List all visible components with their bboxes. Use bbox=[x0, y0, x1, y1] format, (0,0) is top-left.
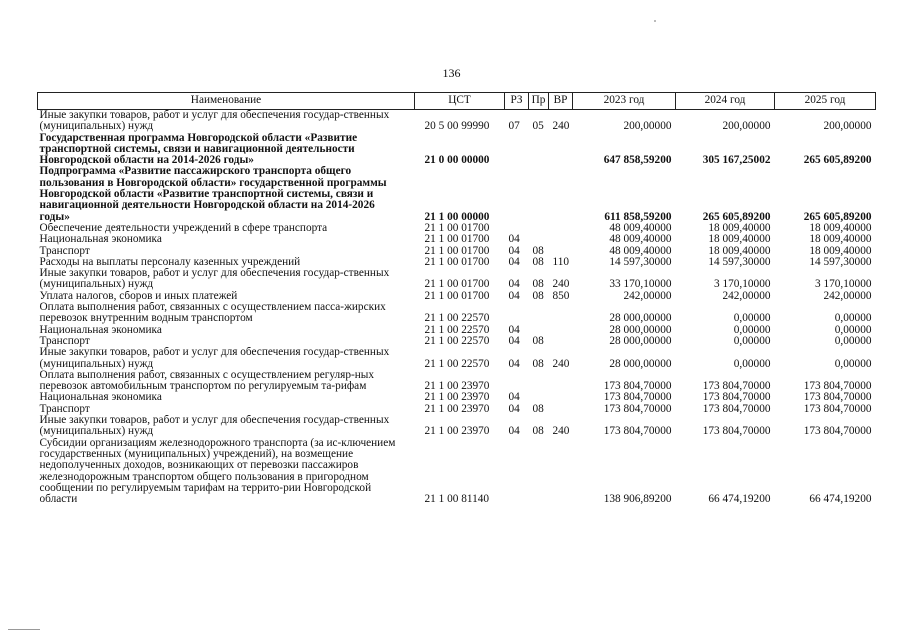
cell-pr: 08 bbox=[532, 245, 544, 257]
cell-rz: 04 bbox=[508, 425, 520, 438]
header-rz: РЗ bbox=[505, 93, 529, 110]
cell-2023: 14 597,30000 bbox=[609, 256, 672, 268]
cell-rz: 04 bbox=[508, 335, 520, 347]
cell-pr: 08 bbox=[532, 403, 544, 415]
cell-2024: 18 009,40000 bbox=[708, 245, 771, 257]
header-2025: 2025 год bbox=[775, 93, 876, 110]
cell-2024: 173 804,70000 bbox=[702, 425, 771, 438]
table-row bbox=[38, 246, 876, 257]
cell-rz: 04 bbox=[508, 290, 520, 302]
cell-2024: 18 009,40000 bbox=[708, 222, 771, 234]
cell-2023: 611 858,59200 bbox=[604, 210, 672, 223]
cell-pr: 08 bbox=[532, 278, 544, 291]
cell-2025: 265 605,89200 bbox=[803, 154, 872, 167]
cell-cst: 21 1 00 00000 bbox=[424, 210, 490, 223]
cell-rz bbox=[505, 370, 529, 393]
cell-cst: 21 1 00 22570 bbox=[424, 335, 490, 347]
table-row bbox=[38, 404, 876, 415]
cell-2023: 28 000,00000 bbox=[609, 357, 672, 370]
cell-2025: 242,00000 bbox=[823, 290, 872, 302]
scan-speck bbox=[654, 20, 656, 22]
header-2023: 2023 год bbox=[573, 93, 676, 110]
cell-rz: 04 bbox=[508, 256, 520, 268]
cell-2025: 173 804,70000 bbox=[803, 380, 872, 393]
cell-name: Национальная экономика bbox=[39, 392, 162, 404]
table-row bbox=[38, 257, 876, 268]
cell-2024: 0,00000 bbox=[733, 324, 771, 336]
cell-pr: 08 bbox=[532, 425, 544, 438]
cell-2024: 66 474,19200 bbox=[708, 493, 771, 506]
cell-rz: 04 bbox=[508, 403, 520, 415]
table-row bbox=[38, 268, 876, 291]
cell-2024: 242,00000 bbox=[722, 290, 771, 302]
cell-2023: 28 000,00000 bbox=[609, 324, 672, 336]
cell-rz bbox=[505, 133, 529, 167]
cell-cst: 21 1 00 23970 bbox=[424, 380, 490, 393]
table-row bbox=[38, 302, 876, 325]
cell-rz bbox=[505, 223, 529, 234]
cell-name: Иные закупки товаров, работ и услуг для обеспечения государ-ственных (муниципальных) нужд bbox=[39, 268, 390, 291]
scan-edge-mark bbox=[8, 629, 40, 630]
cell-vr bbox=[549, 404, 573, 415]
table-row bbox=[38, 133, 876, 167]
header-cst: ЦСТ bbox=[415, 93, 505, 110]
cell-vr bbox=[549, 166, 573, 222]
page-number: 136 bbox=[442, 66, 461, 80]
cell-pr: 08 bbox=[532, 256, 544, 268]
cell-cst: 21 1 00 22570 bbox=[424, 324, 490, 336]
cell-2025: 18 009,40000 bbox=[809, 222, 872, 234]
cell-2025: 0,00000 bbox=[834, 335, 872, 347]
cell-2023: 647 858,59200 bbox=[603, 154, 672, 167]
header-2024: 2024 год bbox=[676, 93, 775, 110]
cell-2024: 173 804,70000 bbox=[702, 403, 771, 415]
cell-cst: 20 5 00 99990 bbox=[424, 120, 490, 133]
cell-name: Субсидии организациям железнодорожного транспорта (за ис-ключением государственных (муниципальных) учреждений), на возмещение недополученных доходов, возникающих от перевозки пассажиров железнодорожным транспортом общего пользования в пригородном сообщении по регулируемым тарифам на террито-рии Новгородской области bbox=[39, 437, 396, 506]
cell-cst: 21 1 00 01700 bbox=[424, 234, 490, 246]
cell-2025: 173 804,70000 bbox=[803, 392, 872, 404]
cell-name: Транспорт bbox=[39, 335, 90, 347]
cell-vr bbox=[549, 325, 573, 336]
cell-name: Национальная экономика bbox=[39, 234, 162, 246]
cell-2025: 0,00000 bbox=[834, 312, 872, 325]
cell-2025: 173 804,70000 bbox=[803, 425, 872, 438]
cell-2024: 0,00000 bbox=[733, 312, 771, 325]
cell-2025: 200,00000 bbox=[823, 120, 872, 133]
cell-2024: 305 167,25002 bbox=[702, 154, 771, 167]
cell-2023: 173 804,70000 bbox=[603, 425, 672, 438]
cell-rz: 04 bbox=[508, 245, 520, 257]
cell-2025: 14 597,30000 bbox=[809, 256, 872, 268]
cell-2023: 242,00000 bbox=[623, 290, 672, 302]
table-row bbox=[38, 325, 876, 336]
cell-pr: 08 bbox=[532, 357, 544, 370]
cell-2025: 18 009,40000 bbox=[809, 245, 872, 257]
cell-2024: 0,00000 bbox=[733, 335, 771, 347]
cell-2024: 3 170,10000 bbox=[714, 278, 771, 291]
cell-2024: 173 804,70000 bbox=[702, 380, 771, 393]
cell-2023: 173 804,70000 bbox=[603, 392, 672, 404]
cell-2024: 200,00000 bbox=[722, 120, 771, 133]
cell-2024: 265 605,89200 bbox=[702, 210, 771, 223]
table-header bbox=[38, 93, 876, 110]
cell-2025: 3 170,10000 bbox=[815, 278, 872, 291]
budget-table bbox=[37, 92, 876, 505]
table-row bbox=[38, 347, 876, 370]
cell-2025: 265 605,89200 bbox=[803, 210, 872, 223]
cell-cst: 21 1 00 23970 bbox=[424, 392, 490, 404]
table-row bbox=[38, 438, 876, 506]
cell-name: Транспорт bbox=[39, 245, 90, 257]
cell-cst: 21 1 00 23970 bbox=[424, 403, 490, 415]
table-row bbox=[38, 392, 876, 403]
cell-name: Иные закупки товаров, работ и услуг для обеспечения государ-ственных (муниципальных) нужд bbox=[39, 415, 390, 438]
table-row bbox=[38, 110, 876, 133]
cell-2025: 173 804,70000 bbox=[803, 403, 872, 415]
cell-rz bbox=[505, 166, 529, 222]
cell-vr: 240 bbox=[552, 120, 570, 133]
table-row bbox=[38, 291, 876, 302]
cell-2023: 173 804,70000 bbox=[603, 380, 672, 393]
header-name: Наименование bbox=[38, 93, 415, 110]
cell-cst: 21 1 00 22570 bbox=[424, 357, 490, 370]
cell-cst: 21 1 00 01700 bbox=[424, 256, 490, 268]
cell-rz: 04 bbox=[508, 278, 520, 291]
cell-vr: 240 bbox=[552, 278, 570, 291]
cell-2025: 18 009,40000 bbox=[809, 234, 872, 246]
cell-rz: 04 bbox=[508, 234, 520, 246]
cell-vr bbox=[549, 246, 573, 257]
table-row bbox=[38, 370, 876, 393]
cell-2023: 48 009,40000 bbox=[609, 222, 672, 234]
cell-2023: 33 170,10000 bbox=[609, 278, 672, 291]
cell-pr bbox=[529, 166, 549, 222]
cell-cst: 21 1 00 81140 bbox=[424, 493, 490, 506]
cell-pr: 08 bbox=[532, 290, 544, 302]
cell-name: Расходы на выплаты персоналу казенных учреждений bbox=[39, 256, 301, 268]
cell-name: Транспорт bbox=[39, 403, 90, 415]
cell-name: Оплата выполнения работ, связанных с осуществлением пасса-жирских перевозок внутренним водным транспортом bbox=[39, 302, 386, 325]
cell-name: Иные закупки товаров, работ и услуг для обеспечения государ-ственных (муниципальных) нужд bbox=[39, 347, 390, 370]
cell-rz: 04 bbox=[508, 392, 520, 404]
cell-name: Национальная экономика bbox=[39, 324, 162, 336]
cell-cst: 21 1 00 01700 bbox=[424, 222, 490, 234]
cell-name: Государственная программа Новгородской области «Развитие транспортной системы, связи и навигационной деятельности Новгородской области на 2014-2026 годы» bbox=[39, 132, 358, 167]
cell-vr bbox=[549, 336, 573, 347]
cell-2025: 0,00000 bbox=[834, 324, 872, 336]
cell-name: Уплата налогов, сборов и иных платежей bbox=[39, 290, 238, 302]
cell-vr bbox=[549, 133, 573, 167]
cell-pr: 05 bbox=[532, 120, 544, 133]
cell-pr bbox=[529, 392, 549, 403]
cell-vr: 850 bbox=[552, 290, 570, 302]
cell-2025: 66 474,19200 bbox=[809, 493, 872, 506]
cell-name: Подпрограмма «Развитие пассажирского транспорта общего пользования в Новгородской области» государственной программы Новгородской области «Развитие транспортной системы, связи и навигационной деятельности Новгородской области на 2014-2026 годы» bbox=[39, 166, 387, 223]
cell-2023: 48 009,40000 bbox=[609, 234, 672, 246]
cell-2024: 0,00000 bbox=[733, 357, 771, 370]
cell-cst: 21 0 00 00000 bbox=[424, 154, 490, 167]
cell-pr bbox=[529, 133, 549, 167]
cell-vr bbox=[549, 392, 573, 403]
cell-2023: 173 804,70000 bbox=[603, 403, 672, 415]
cell-pr bbox=[529, 234, 549, 245]
cell-2025: 0,00000 bbox=[834, 357, 872, 370]
cell-cst: 21 1 00 23970 bbox=[424, 425, 490, 438]
cell-cst: 21 1 00 22570 bbox=[424, 312, 490, 325]
cell-pr bbox=[529, 370, 549, 393]
cell-vr bbox=[549, 302, 573, 325]
cell-cst: 21 1 00 01700 bbox=[424, 290, 490, 302]
cell-name: Иные закупки товаров, работ и услуг для обеспечения государ-ственных (муниципальных) нужд bbox=[39, 109, 390, 133]
cell-pr bbox=[529, 438, 549, 506]
cell-2024: 18 009,40000 bbox=[708, 234, 771, 246]
cell-name: Обеспечение деятельности учреждений в сфере транспорта bbox=[39, 222, 328, 234]
cell-cst: 21 1 00 01700 bbox=[424, 278, 490, 291]
cell-2023: 138 906,89200 bbox=[603, 493, 672, 506]
cell-rz bbox=[505, 302, 529, 325]
cell-pr bbox=[529, 302, 549, 325]
cell-2023: 28 000,00000 bbox=[609, 312, 672, 325]
cell-vr: 240 bbox=[552, 425, 570, 438]
cell-vr bbox=[549, 370, 573, 393]
cell-name: Оплата выполнения работ, связанных с осуществлением регуляр-ных перевозок автомобильным транспортом по регулируемым та-рифам bbox=[39, 369, 375, 393]
table-row bbox=[38, 336, 876, 347]
cell-2024: 173 804,70000 bbox=[702, 392, 771, 404]
cell-2023: 48 009,40000 bbox=[609, 245, 672, 257]
cell-pr bbox=[529, 223, 549, 234]
cell-rz: 07 bbox=[508, 120, 520, 133]
header-pr: Пр bbox=[529, 93, 549, 110]
cell-rz: 04 bbox=[508, 357, 520, 370]
table-row bbox=[38, 223, 876, 234]
cell-2024: 14 597,30000 bbox=[708, 256, 771, 268]
table-body bbox=[38, 110, 876, 506]
cell-pr: 08 bbox=[532, 335, 544, 347]
cell-vr: 240 bbox=[552, 357, 570, 370]
cell-2023: 28 000,00000 bbox=[609, 335, 672, 347]
table-row bbox=[38, 166, 876, 222]
table-row bbox=[38, 234, 876, 245]
cell-pr bbox=[529, 325, 549, 336]
header-vr: ВР bbox=[549, 93, 573, 110]
cell-vr bbox=[549, 223, 573, 234]
cell-rz: 04 bbox=[508, 324, 520, 336]
cell-2023: 200,00000 bbox=[623, 120, 672, 133]
cell-vr bbox=[549, 438, 573, 506]
cell-rz bbox=[505, 438, 529, 506]
cell-cst: 21 1 00 01700 bbox=[424, 245, 490, 257]
table-row bbox=[38, 415, 876, 438]
cell-vr bbox=[549, 234, 573, 245]
cell-vr: 110 bbox=[552, 256, 570, 268]
